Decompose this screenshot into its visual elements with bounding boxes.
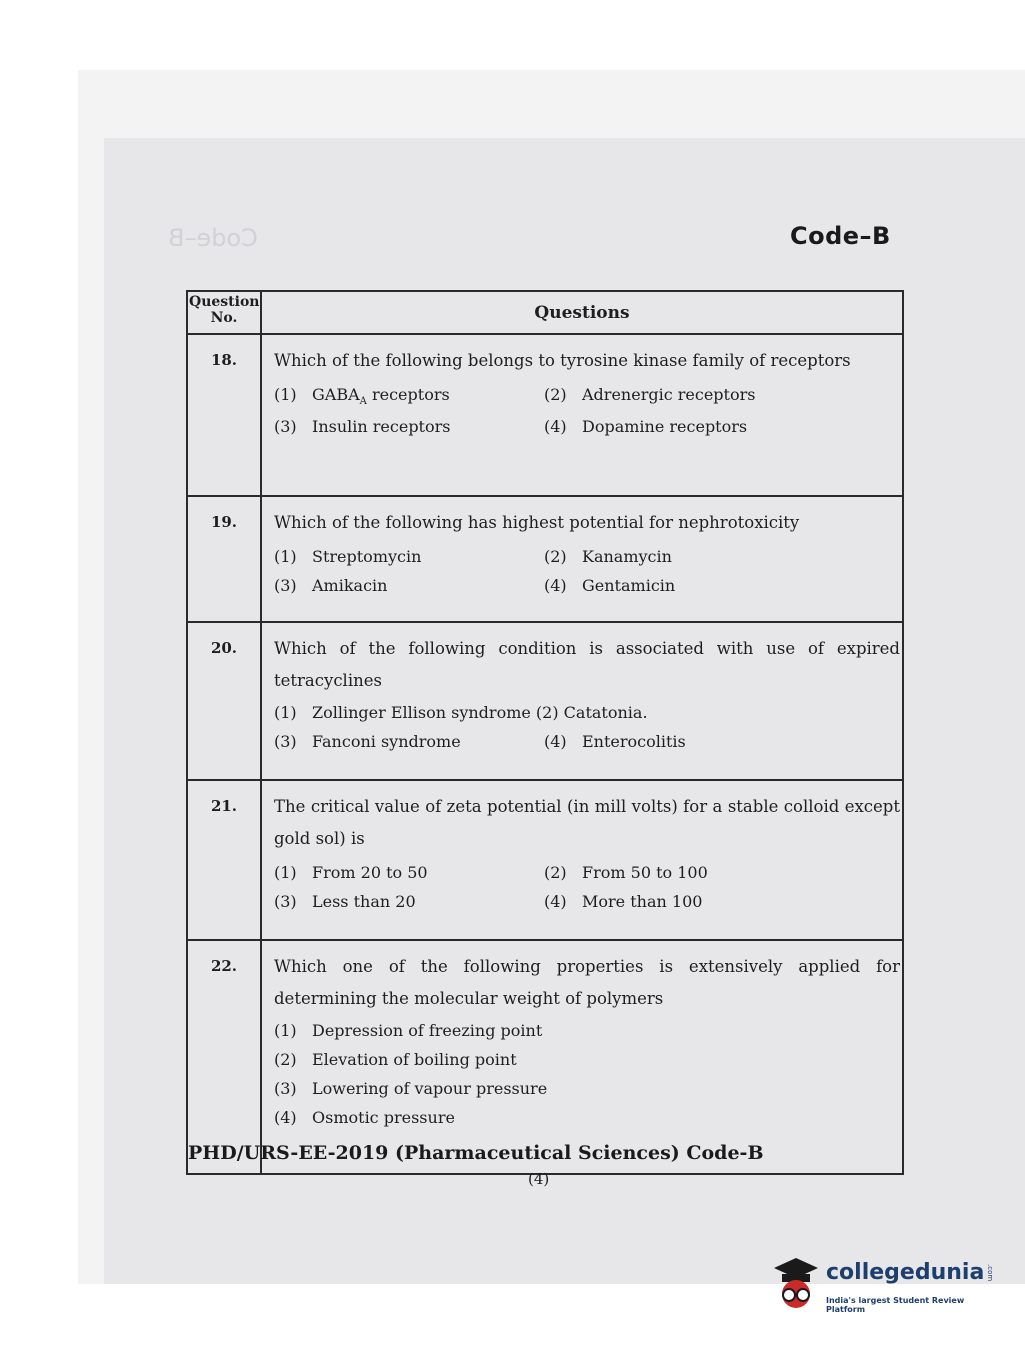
question-row-19 xyxy=(187,496,903,622)
table-header-row xyxy=(187,291,903,334)
option-1: (1) Depression of freezing point xyxy=(274,1021,543,1040)
questions-header: Questions xyxy=(261,291,903,334)
option-4: (4) More than 100 xyxy=(544,892,703,911)
question-number: 18. xyxy=(187,334,261,496)
option-2: (2) Kanamycin xyxy=(544,547,672,566)
scan-edge xyxy=(0,70,81,1284)
question-text: Which one of the following properties is extensively applied for determining the molecular weight of polymers xyxy=(274,957,900,1008)
question-text: Which of the following condition is associated with use of expired tetracyclines xyxy=(274,639,900,690)
question-number: 22. xyxy=(187,940,261,1174)
options xyxy=(274,547,902,595)
option-3: (3) Amikacin xyxy=(274,576,388,595)
option-4: (4) Gentamicin xyxy=(544,576,676,595)
option-2: (2) Elevation of boiling point xyxy=(274,1050,517,1069)
options xyxy=(274,703,902,751)
brand-name: collegedunia xyxy=(826,1260,985,1285)
question-row-22 xyxy=(187,940,903,1174)
option-2: (2) Adrenergic receptors xyxy=(544,385,756,404)
option-2: (2) From 50 to 100 xyxy=(544,863,708,882)
questions-table xyxy=(186,290,904,1175)
question-number-header: Question No. xyxy=(187,291,261,334)
question-number: 21. xyxy=(187,780,261,940)
bleed-through-code: Code–B xyxy=(168,224,258,252)
question-number: 20. xyxy=(187,622,261,780)
page-number: (4) xyxy=(528,1170,550,1188)
question-row-18 xyxy=(187,334,903,496)
option-4: (4) Dopamine receptors xyxy=(544,417,748,437)
question-text: The critical value of zeta potential (in mill volts) for a stable colloid except gold sol) is xyxy=(274,797,900,848)
question-text: Which of the following has highest potential for nephrotoxicity xyxy=(274,513,800,532)
question-row-20 xyxy=(187,622,903,780)
options xyxy=(274,385,902,436)
question-row-21 xyxy=(187,780,903,940)
brand-tagline: India's largest Student Review Platform xyxy=(826,1296,965,1314)
option-1: (1) Zollinger Ellison syndrome (2) Catatonia. xyxy=(274,703,648,722)
option-1: (1) Streptomycin xyxy=(274,547,422,566)
collegedunia-logo-icon xyxy=(770,1254,822,1310)
option-3: (3) Less than 20 xyxy=(274,892,416,911)
options xyxy=(274,1021,902,1127)
collegedunia-watermark xyxy=(770,1254,1000,1314)
question-text: Which of the following belongs to tyrosine kinase family of receptors xyxy=(274,351,851,370)
option-3: (3) Lowering of vapour pressure xyxy=(274,1079,548,1098)
footer-paper-code: PHD/URS-EE-2019 (Pharmaceutical Sciences) Code-B xyxy=(188,1142,764,1164)
option-3: (3) Insulin receptors xyxy=(274,417,451,437)
option-3: (3) Fanconi syndrome (4) Enterocolitis xyxy=(274,732,686,751)
question-number: 19. xyxy=(187,496,261,622)
option-1: (1) From 20 to 50 xyxy=(274,863,428,882)
option-1: (1) $GABA_A$ receptors xyxy=(274,385,450,408)
paper-code-label: Code–B xyxy=(790,222,891,250)
brand-suffix: .com xyxy=(986,1264,994,1282)
option-4: (4) Osmotic pressure xyxy=(274,1108,455,1127)
options xyxy=(274,863,902,911)
